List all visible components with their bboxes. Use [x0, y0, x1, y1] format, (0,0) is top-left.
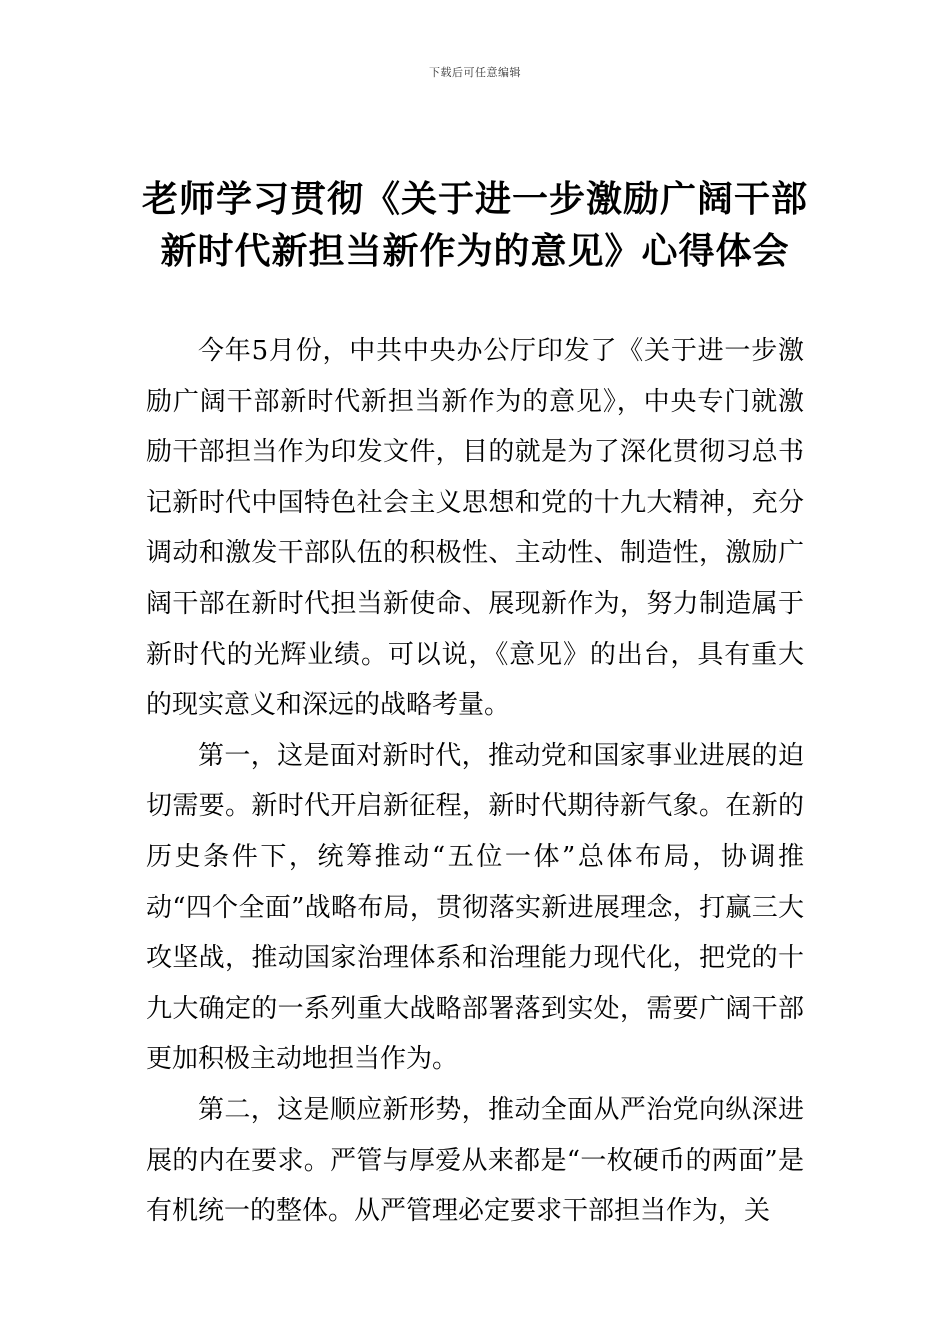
paragraph-3: 第二，这是顺应新形势，推动全面从严治党向纵深进展的内在要求。严管与厚爱从来都是“一枚硬币的两面”是有机统一的整体。从严管理必定要求干部担当作为，关 [146, 1094, 804, 1227]
paragraph-1: 今年5月份，中共中央办公厅印发了《关于进一步激励广阔干部新时代新担当新作为的意见》，中央专门就激励干部担当作为印发文件，目的就是为了深化贯彻习总书记新时代中国特色社会主义思想和党的十九大精神，充分调动和激发干部队伍的积极性、主动性、制造性，激励广阔干部在新时代担当新使命、展现新作为，努力制造属于新时代的光辉业绩。可以说，《意见》的出台，具有重大的现实意义和深远的战略考量。 [146, 336, 804, 721]
paragraph-2: 第一，这是面对新时代，推动党和国家事业进展的迫切需要。新时代开启新征程，新时代期待新气象。在新的历史条件下，统筹推动“五位一体”总体布局，协调推动“四个全面”战略布局，贯彻落实新进展理念，打赢三大攻坚战，推动国家治理体系和治理能力现代化，把党的十九大确定的一系列重大战略部署落到实处，需要广阔干部更加积极主动地担当作为。 [146, 740, 804, 1075]
document-title [100, 174, 850, 278]
document-body [146, 326, 804, 1237]
title-line-2: 新时代新担当新作为的意见》心得体会 [160, 231, 790, 272]
title-line-1: 老师学习贯彻《关于进一步激励广阔干部 [141, 179, 808, 220]
header-note: 下载后可任意编辑 [429, 66, 521, 79]
